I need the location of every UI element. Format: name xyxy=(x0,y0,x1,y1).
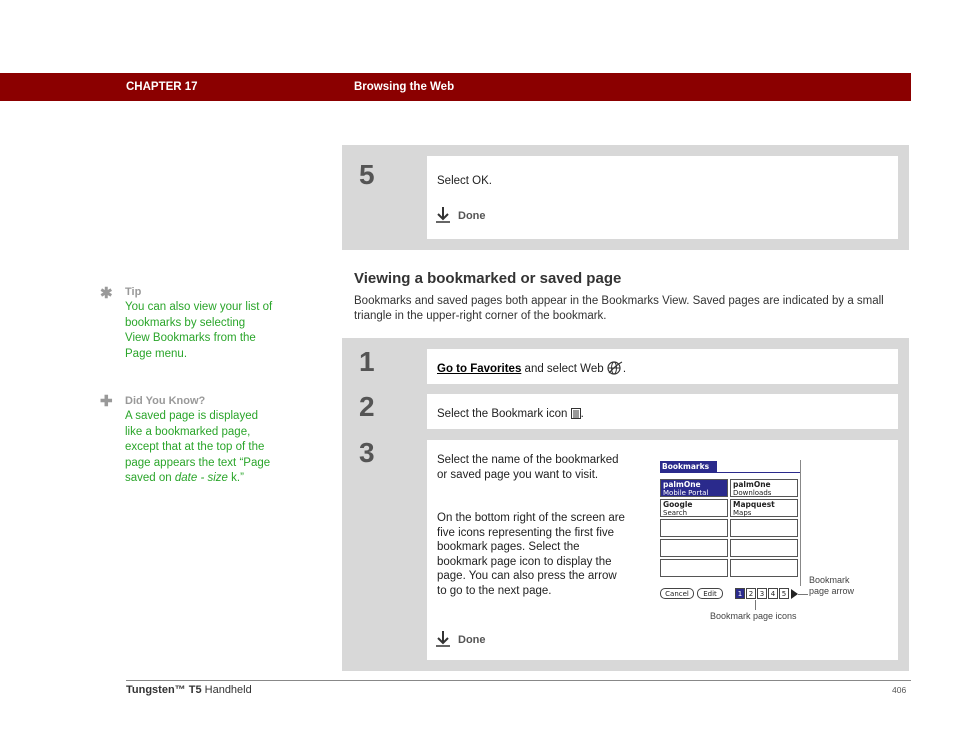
page-icon-5[interactable]: 5 xyxy=(779,588,789,599)
go-to-favorites-link[interactable]: Go to Favorites xyxy=(437,363,522,375)
step2-text: Select the Bookmark icon . xyxy=(437,408,584,420)
step3-para2: On the bottom right of the screen are five icons representing the first five bookmark pages. Select the bookmark page icon to display the page. You can also press the arrow to go to the next page. xyxy=(437,512,625,597)
page-icon-4[interactable]: 4 xyxy=(768,588,778,599)
title-divider xyxy=(660,472,801,473)
chapter-label: CHAPTER 17 xyxy=(126,81,198,93)
page-icon-1[interactable]: 1 xyxy=(735,588,745,599)
done-arrow-icon xyxy=(436,207,450,223)
cancel-button[interactable]: Cancel xyxy=(660,588,694,599)
step5-text: Select OK. xyxy=(437,175,492,187)
step3-para1: Select the name of the bookmarked or saved page you want to visit. xyxy=(437,454,619,481)
done-arrow-icon xyxy=(436,631,450,647)
bookmarks-screen-illustration xyxy=(659,460,801,602)
did-you-know-heading: Did You Know? xyxy=(125,395,206,407)
tip-asterisk-icon: ✱ xyxy=(100,285,113,302)
footer-rule xyxy=(126,680,911,681)
edit-button[interactable]: Edit xyxy=(697,588,723,599)
callout-line xyxy=(755,600,756,610)
chapter-title: Browsing the Web xyxy=(354,81,455,93)
bookmark-cell-empty[interactable] xyxy=(730,519,798,537)
bookmark-cell[interactable]: palmOne Mobile Portal xyxy=(660,479,728,497)
footer-product: Tungsten™ T5 Handheld xyxy=(126,684,252,696)
callout-line xyxy=(798,594,808,595)
done-label: Done xyxy=(458,634,486,646)
bookmark-cell-empty[interactable] xyxy=(730,559,798,577)
screen-edge xyxy=(800,460,801,586)
done-label: Done xyxy=(458,210,486,222)
step-number-2: 2 xyxy=(359,391,375,422)
step-number-3: 3 xyxy=(359,437,375,468)
bookmark-cell[interactable]: palmOne Downloads xyxy=(730,479,798,497)
bookmark-cell[interactable]: Google Search xyxy=(660,499,728,517)
tip-heading: Tip xyxy=(125,286,142,298)
section-body: Bookmarks and saved pages both appear in the Bookmarks View. Saved pages are indicated by a small triangle in the upper-right corner of the bookmark. xyxy=(354,295,884,322)
page-arrow-icon[interactable] xyxy=(791,589,798,599)
bookmark-list-icon xyxy=(571,408,581,419)
page-icon-2[interactable]: 2 xyxy=(746,588,756,599)
page-icon-3[interactable]: 3 xyxy=(757,588,767,599)
did-you-know-text: A saved page is displayed like a bookmarked page, except that at the top of the page appears the text “Page saved on date - size k.” xyxy=(125,410,271,484)
bookmark-cell-empty[interactable] xyxy=(730,539,798,557)
tip-text: You can also view your list of bookmarks by selecting View Bookmarks from the Page menu. xyxy=(125,301,273,360)
bookmark-cell-empty[interactable] xyxy=(660,519,728,537)
step1-text: Go to Favorites and select Web . xyxy=(437,363,627,375)
page-icons-callout: Bookmark page icons xyxy=(710,611,797,621)
step-number-1: 1 xyxy=(359,346,375,377)
bookmark-cell-empty[interactable] xyxy=(660,539,728,557)
bookmarks-title: Bookmarks xyxy=(660,461,717,472)
step-number-5: 5 xyxy=(359,159,375,190)
bookmark-cell-empty[interactable] xyxy=(660,559,728,577)
page-arrow-callout: Bookmark page arrow xyxy=(809,575,855,596)
step5-content xyxy=(427,156,898,239)
chapter-header xyxy=(0,73,911,101)
bookmark-cell[interactable]: Mapquest Maps xyxy=(730,499,798,517)
page-number: 406 xyxy=(892,685,907,695)
web-globe-icon xyxy=(607,361,623,375)
section-title: Viewing a bookmarked or saved page xyxy=(354,270,622,287)
did-you-know-plus-icon: ✚ xyxy=(100,393,113,410)
